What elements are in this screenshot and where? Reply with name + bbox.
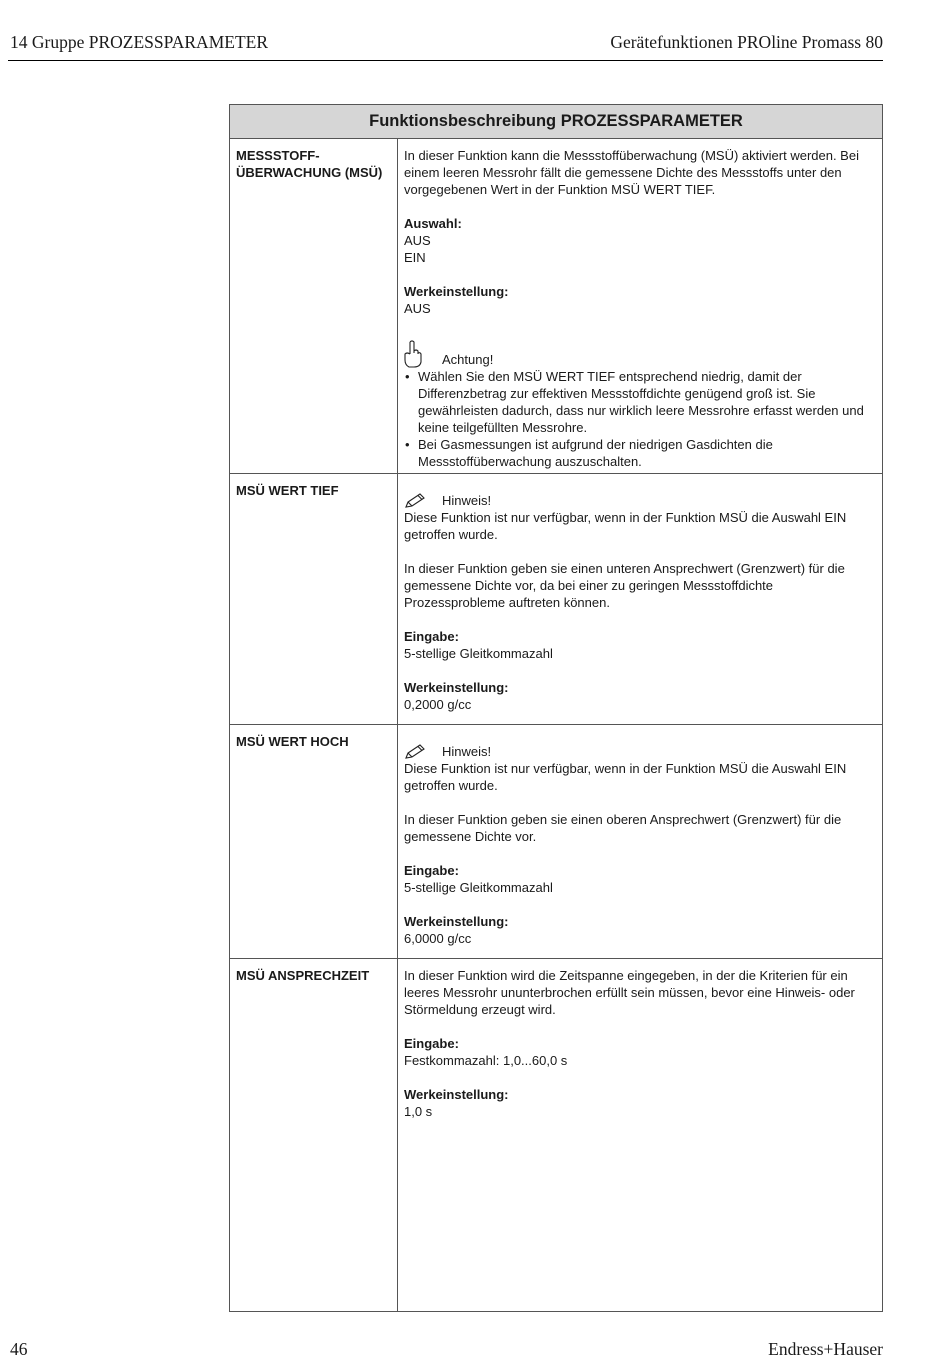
function-name: MSÜ WERT TIEF <box>230 474 398 724</box>
table-row <box>230 474 882 725</box>
page-header <box>8 31 883 61</box>
function-name: MSÜ WERT HOCH <box>230 725 398 958</box>
default-label: Werkeinstellung: <box>404 284 509 299</box>
description-text: In dieser Funktion kann die Messstoffüberwachung (MSÜ) aktiviert werden. Bei einem leeren Messrohr fällt die gemessene Dichte des Messstoffs unter den vorgegebenen Wert in der Funktion MSÜ WERT TIEF. <box>404 148 859 197</box>
description-text: In dieser Funktion geben sie einen unteren Ansprechwert (Grenzwert) für die gemessene Dichte vor, da bei einer zu geringen Messstoffdichte Prozessprobleme auftreten können. <box>404 561 845 610</box>
description-text: In dieser Funktion wird die Zeitspanne eingegeben, in der die Kriterien für ein leeres Messrohr ununterbrochen erfüllt sein müssen, bevor eine Hinweis- oder Störmeldung erzeugt wird. <box>404 968 855 1017</box>
pencil-icon <box>404 493 442 509</box>
note-text: Diese Funktion ist nur verfügbar, wenn in der Funktion MSÜ die Auswahl EIN getroffen wurde. <box>404 510 847 542</box>
choice-option: AUS <box>404 233 431 248</box>
page-footer <box>8 1338 883 1362</box>
default-value: 0,2000 g/cc <box>404 697 472 712</box>
note-text: Diese Funktion ist nur verfügbar, wenn in der Funktion MSÜ die Auswahl EIN getroffen wurde. <box>404 761 847 793</box>
default-value: AUS <box>404 301 431 316</box>
list-item: • Bei Gasmessungen ist aufgrund der niedrigen Gasdichten die Messstoffüberwachung auszuschalten. <box>404 436 876 470</box>
input-label: Eingabe: <box>404 629 459 644</box>
choice-option: EIN <box>404 250 426 265</box>
input-value: 5-stellige Gleitkommazahl <box>404 880 553 895</box>
document-title: Gerätefunktionen PROline Promass 80 <box>610 32 883 52</box>
page-number: 46 <box>10 1339 28 1359</box>
caution-label: Achtung! <box>442 352 494 367</box>
input-label: Eingabe: <box>404 1036 459 1051</box>
table-row <box>230 139 882 474</box>
function-description-table <box>229 104 883 1312</box>
default-label: Werkeinstellung: <box>404 914 509 929</box>
caution-line <box>404 334 876 368</box>
note-line <box>404 492 876 509</box>
input-value: 5-stellige Gleitkommazahl <box>404 646 553 661</box>
table-row <box>230 725 882 959</box>
default-label: Werkeinstellung: <box>404 1087 509 1102</box>
description-text: In dieser Funktion geben sie einen oberen Ansprechwert (Grenzwert) für die gemessene Dichte vor. <box>404 812 842 844</box>
default-value: 6,0000 g/cc <box>404 931 472 946</box>
function-name: MESSSTOFF-ÜBERWACHUNG (MSÜ) <box>230 139 398 473</box>
list-item: • Wählen Sie den MSÜ WERT TIEF entsprechend niedrig, damit der Differenzbetrag zur effektiven Messstoffdichte genügend groß ist. Sie gewährleisten dadurch, dass nur wirklich leere Messrohre erfasst werden und keine teilgefüllten Messrohre. <box>404 368 876 436</box>
table-row <box>230 959 882 1311</box>
brand-name: Endress+Hauser <box>768 1339 883 1359</box>
function-description <box>398 474 882 724</box>
pointing-hand-icon <box>404 340 442 368</box>
note-line <box>404 743 876 760</box>
input-value: Festkommazahl: 1,0...60,0 s <box>404 1053 568 1068</box>
function-description <box>398 725 882 958</box>
pencil-icon <box>404 744 442 760</box>
note-label: Hinweis! <box>442 744 492 759</box>
function-description <box>398 139 882 473</box>
default-label: Werkeinstellung: <box>404 680 509 695</box>
note-label: Hinweis! <box>442 493 492 508</box>
section-title: 14 Gruppe PROZESSPARAMETER <box>10 32 268 52</box>
choice-label: Auswahl: <box>404 216 462 231</box>
table-title: Funktionsbeschreibung PROZESSPARAMETER <box>230 105 882 139</box>
function-name: MSÜ ANSPRECHZEIT <box>230 959 398 1311</box>
function-description <box>398 959 882 1311</box>
caution-list <box>404 368 876 470</box>
default-value: 1,0 s <box>404 1104 433 1119</box>
input-label: Eingabe: <box>404 863 459 878</box>
